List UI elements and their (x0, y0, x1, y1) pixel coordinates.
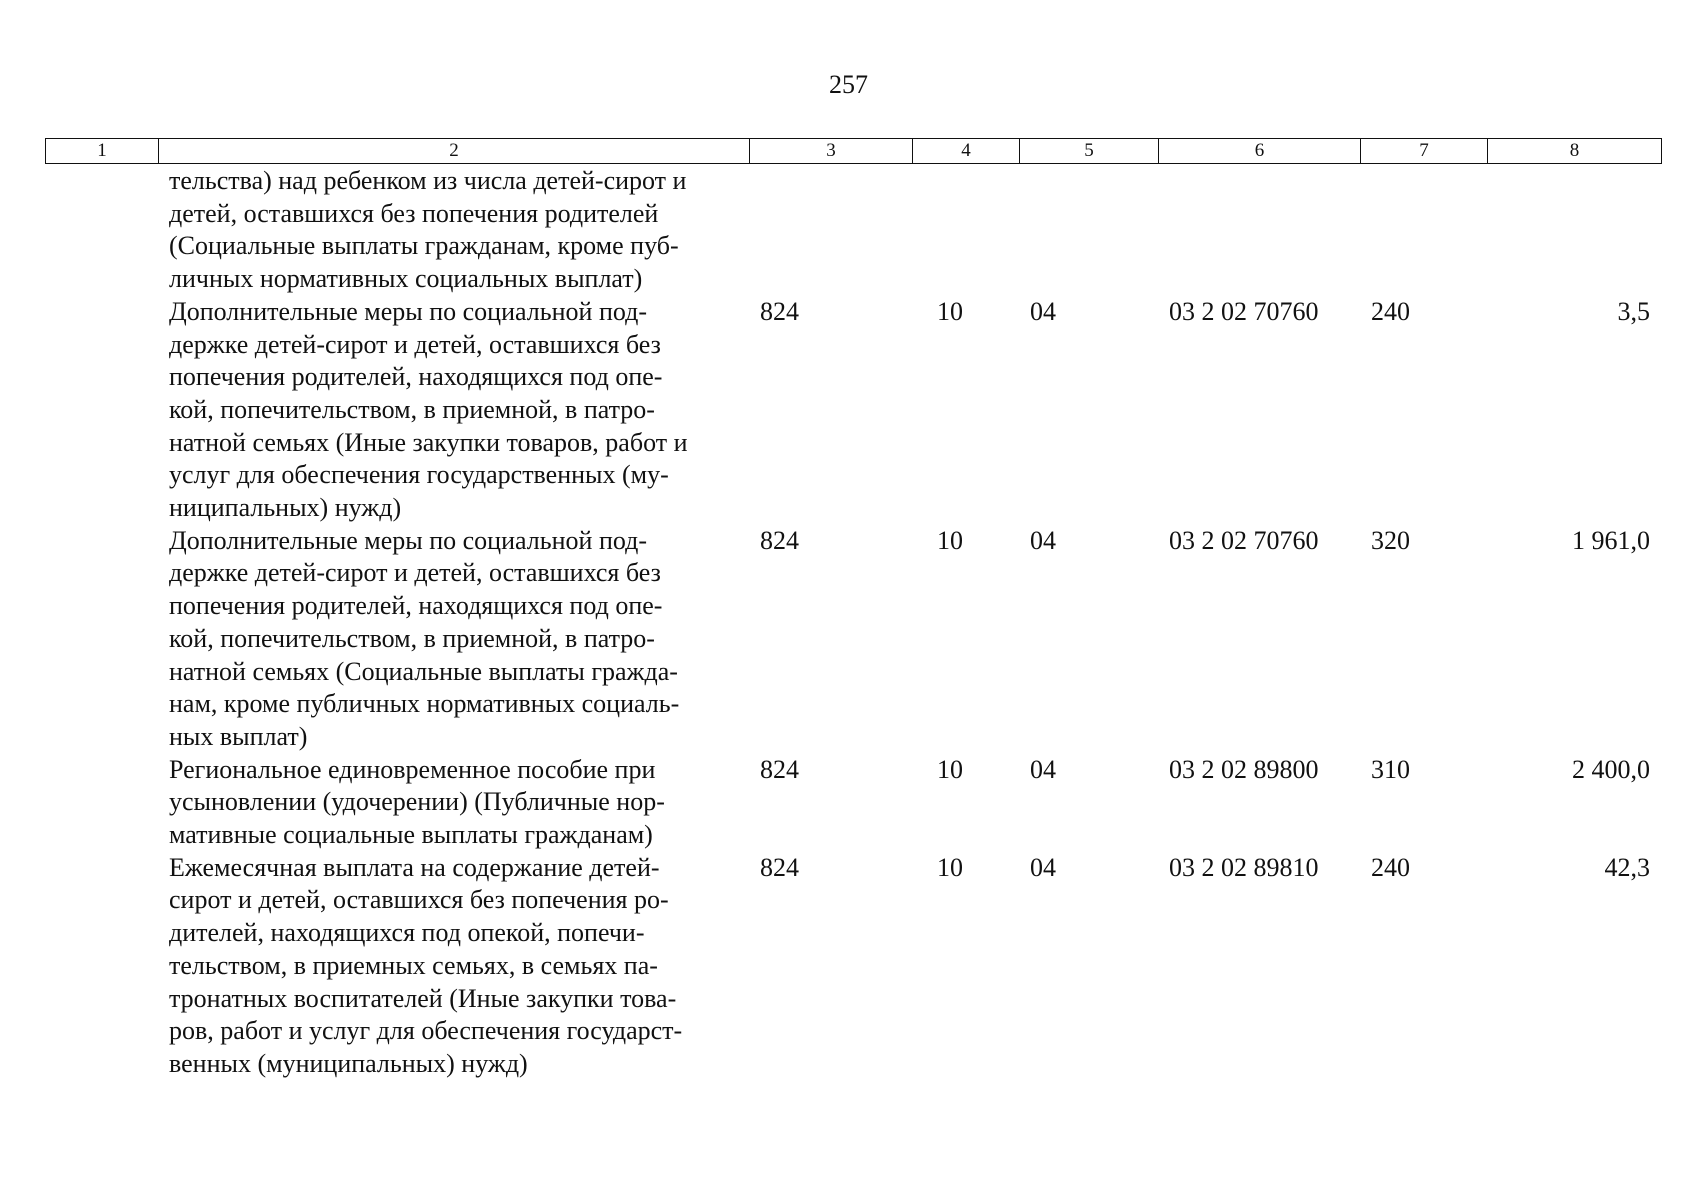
header-row (46, 139, 1662, 164)
subsection-code-cell: 04 (1030, 852, 1056, 882)
description-line: детей, оставшихся без попечения родителей (169, 198, 659, 228)
target-article-cell: 03 2 02 89810 (1169, 852, 1319, 882)
target-article-cell (1158, 165, 1360, 296)
description-cell (45, 754, 749, 852)
ministry-code-cell: 824 (760, 296, 799, 326)
subsection-code-cell (1019, 165, 1158, 296)
description-line: ров, работ и услуг для обеспечения государст- (169, 1016, 683, 1046)
description-line: дителей, находящихся под опекой, попечи- (169, 918, 645, 948)
table-row (45, 525, 1661, 754)
amount-cell: 2 400,0 (1572, 754, 1650, 784)
header-col-4: 4 (913, 139, 1020, 164)
header-col-5: 5 (1020, 139, 1159, 164)
description-cell (45, 165, 749, 296)
description-line: (Социальные выплаты гражданам, кроме пуб- (169, 231, 679, 261)
section-code-cell: 10 (937, 754, 963, 784)
table-row (45, 754, 1661, 852)
description-line: личных нормативных социальных выплат) (169, 264, 643, 294)
page-number: 257 (829, 70, 868, 99)
description-line: натной семьях (Социальные выплаты гражда- (169, 656, 678, 686)
description-line: усыновлении (удочерении) (Публичные нор- (169, 787, 665, 817)
description-cell (45, 852, 749, 1081)
table-row (45, 165, 1661, 296)
description-line: попечения родителей, находящихся под опе- (169, 362, 663, 392)
section-code-cell: 10 (937, 296, 963, 326)
header-col-2: 2 (159, 139, 750, 164)
description-line: ных выплат) (169, 721, 308, 751)
expense-type-cell: 310 (1371, 754, 1410, 784)
description-line: натной семьях (Иные закупки товаров, работ и (169, 427, 688, 457)
header-col-8: 8 (1488, 139, 1662, 164)
ministry-code-cell: 824 (760, 525, 799, 555)
description-line: Дополнительные меры по социальной под- (169, 525, 647, 555)
description-line: Региональное единовременное пособие при (169, 754, 656, 784)
expense-type-cell: 320 (1371, 525, 1410, 555)
amount-cell: 3,5 (1617, 296, 1650, 326)
header-col-3: 3 (750, 139, 913, 164)
ministry-code-cell: 824 (760, 852, 799, 882)
column-number-header (45, 138, 1662, 164)
description-line: держке детей-сирот и детей, оставшихся без (169, 329, 661, 359)
expense-type-cell: 240 (1371, 296, 1410, 326)
description-line: Дополнительные меры по социальной под- (169, 296, 647, 326)
header-col-1: 1 (46, 139, 159, 164)
description-cell (45, 296, 749, 525)
description-line: мативные социальные выплаты гражданам) (169, 820, 653, 850)
description-line: услуг для обеспечения государственных (му- (169, 460, 669, 490)
description-line: сирот и детей, оставшихся без попечения ро- (169, 885, 669, 915)
expense-type-cell (1360, 165, 1487, 296)
ministry-code-cell (749, 165, 912, 296)
description-line: ниципальных) нужд) (169, 493, 402, 523)
description-line: нам, кроме публичных нормативных социаль- (169, 689, 680, 719)
section-code-cell (912, 165, 1019, 296)
target-article-cell: 03 2 02 70760 (1169, 296, 1319, 326)
table-row (45, 852, 1661, 1081)
section-code-cell: 10 (937, 852, 963, 882)
description-line: тельством, в приемных семьях, в семьях па- (169, 950, 658, 980)
budget-table (45, 165, 1661, 1081)
description-line: тельства) над ребенком из числа детей-сирот и (169, 166, 687, 195)
header-col-7: 7 (1361, 139, 1488, 164)
description-cell (45, 525, 749, 754)
amount-cell: 1 961,0 (1572, 525, 1650, 555)
expense-type-cell: 240 (1371, 852, 1410, 882)
amount-cell: 42,3 (1604, 852, 1650, 882)
table-row (45, 296, 1661, 525)
description-line: кой, попечительством, в приемной, в патро- (169, 623, 655, 653)
description-line: кой, попечительством, в приемной, в патро- (169, 394, 655, 424)
amount-cell (1487, 165, 1661, 296)
subsection-code-cell: 04 (1030, 525, 1056, 555)
description-line: венных (муниципальных) нужд) (169, 1048, 528, 1078)
subsection-code-cell: 04 (1030, 296, 1056, 326)
section-code-cell: 10 (937, 525, 963, 555)
ministry-code-cell: 824 (760, 754, 799, 784)
description-line: держке детей-сирот и детей, оставшихся без (169, 558, 661, 588)
target-article-cell: 03 2 02 89800 (1169, 754, 1319, 784)
header-col-6: 6 (1159, 139, 1361, 164)
target-article-cell: 03 2 02 70760 (1169, 525, 1319, 555)
subsection-code-cell: 04 (1030, 754, 1056, 784)
description-line: Ежемесячная выплата на содержание детей- (169, 852, 660, 882)
description-line: тронатных воспитателей (Иные закупки това- (169, 983, 677, 1013)
description-line: попечения родителей, находящихся под опе- (169, 591, 663, 621)
